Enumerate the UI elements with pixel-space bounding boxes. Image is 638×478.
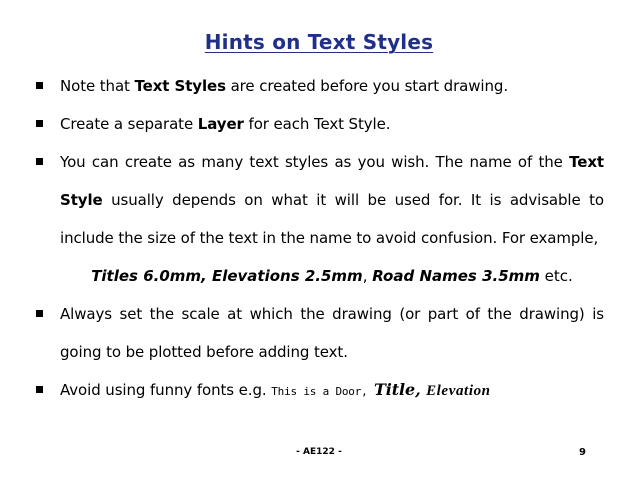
footer-course-label: - AE122 - [296,447,342,457]
bullet-text: usually depends on what it will be used for. It is advisable to include the size of the text in the name to avoid confusion. For example, [60,191,604,247]
bullet-text: Avoid using funny fonts e.g. [60,381,272,399]
example-emphasis: Titles 6.0mm, Elevations 2.5mm [91,267,363,285]
bullet-emphasis: Text Styles [134,77,226,95]
font-sample-text: Elevation [426,383,491,399]
bullet-text: You can create as many text styles as you wish. The name of the [60,153,570,171]
square-bullet-icon [36,310,43,317]
bullet-text: Note that [60,77,135,95]
example-line [34,257,604,295]
bullet-item [34,105,604,143]
square-bullet-icon [36,82,43,89]
bullet-item [34,143,604,257]
bullet-item [34,371,604,411]
bullet-emphasis: Text Style [60,153,604,209]
font-sample-text: Title, [373,380,427,399]
example-separator: , [362,267,373,285]
slide-title: Hints on Text Styles [204,30,434,54]
bullet-item [34,67,604,105]
square-bullet-icon [36,120,43,127]
page-number: 9 [579,447,586,458]
bullet-text: are created before you start drawing. [225,77,508,95]
square-bullet-icon [36,386,43,393]
square-bullet-icon [36,158,43,165]
bullet-emphasis: Layer [197,115,244,133]
bullet-text: for each Text Style. [243,115,391,133]
bullet-text: Create a separate [60,115,198,133]
bullet-item [34,295,604,371]
bullet-text: Always set the scale at which the drawing (or part of the drawing) is going to be plotted before adding text. [60,305,604,361]
font-sample-text: This is a Door, [271,385,374,398]
example-emphasis: Road Names 3.5mm [372,267,540,285]
example-tail: etc. [539,267,573,285]
bullet-list [34,67,604,411]
